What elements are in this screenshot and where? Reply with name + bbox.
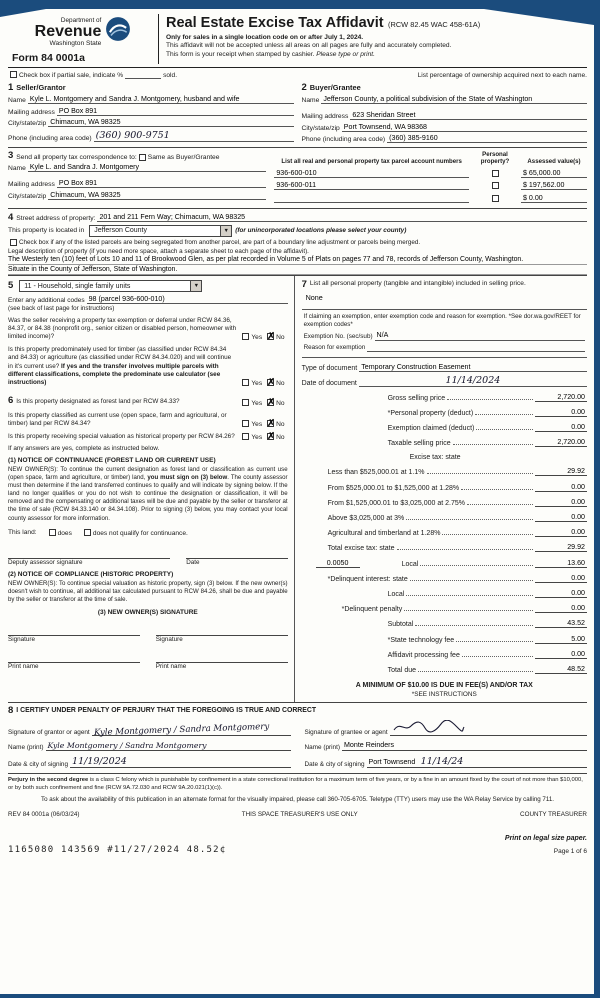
does-checkbox[interactable] bbox=[49, 529, 56, 536]
grantee-print-name-field[interactable]: Monte Reinders bbox=[342, 741, 587, 751]
notice-compliance-title: (2) NOTICE OF COMPLIANCE (HISTORIC PROPERTY) bbox=[8, 570, 174, 578]
continuance-part2: you must sign on (3) below bbox=[147, 474, 228, 482]
grantor-print-name-field[interactable]: Kyle Montgomery / Sandra Montgomery bbox=[46, 741, 291, 751]
mailing-address-label: Mailing address bbox=[8, 181, 55, 188]
historic-property-question bbox=[8, 433, 288, 441]
type-or-print-note: Please type or print. bbox=[316, 50, 375, 58]
yes-checkbox[interactable] bbox=[242, 433, 249, 440]
date-label: Date bbox=[186, 558, 200, 566]
use-code-value: 11 - Household, single family units bbox=[24, 282, 131, 290]
tax-label: Taxable selling price bbox=[387, 440, 451, 448]
dotted-leader bbox=[447, 399, 533, 400]
no-checkbox[interactable] bbox=[267, 418, 276, 430]
exemption-claimed-value[interactable]: 0.00 bbox=[535, 423, 587, 432]
date-city-label: Date & city of signing bbox=[8, 761, 69, 769]
total-excise-state-value[interactable]: 29.92 bbox=[535, 543, 587, 552]
section-2-number: 2 bbox=[301, 82, 307, 93]
county-dropdown-value: Jefferson County bbox=[94, 227, 147, 234]
grantor-date-field[interactable]: 11/19/2024 bbox=[70, 756, 290, 768]
type-of-document-label: Type of document bbox=[301, 365, 358, 373]
gross-selling-price-value[interactable]: 2,720.00 bbox=[535, 393, 587, 402]
perjury-notice bbox=[8, 777, 587, 792]
chevron-down-icon[interactable]: ▼ bbox=[220, 226, 231, 236]
personal-property-checkbox[interactable] bbox=[492, 170, 499, 177]
tier1-tax-value[interactable]: 29.92 bbox=[535, 467, 587, 476]
left-column bbox=[8, 276, 295, 702]
city-state-zip-label: City/state/zip bbox=[301, 124, 340, 132]
agricultural-timberland-value[interactable]: 0.00 bbox=[535, 528, 587, 537]
dotted-leader bbox=[406, 595, 533, 596]
historic-property-question-text: Is this property receiving special valuation as historical property per RCW 84.26? bbox=[8, 433, 235, 441]
name-print-label: Name (print) bbox=[8, 744, 44, 752]
forest-land-question bbox=[8, 396, 288, 406]
perjury-lead: Perjury in the second degree bbox=[8, 777, 89, 784]
correspondence-name-field[interactable]: Kyle L. and Sandra J. Montgomery bbox=[28, 163, 266, 172]
located-in-label: This property is located in bbox=[8, 227, 85, 234]
yes-label: Yes bbox=[251, 434, 263, 442]
section-6-number: 6 bbox=[8, 395, 14, 407]
exemption-number-field[interactable]: N/A bbox=[375, 331, 585, 341]
owner-print-name-field[interactable] bbox=[156, 653, 288, 663]
section-1-number: 1 bbox=[8, 82, 14, 93]
form-title: Real Estate Excise Tax Affidavit bbox=[166, 15, 384, 31]
section-3-number: 3 bbox=[8, 150, 14, 161]
subtotal-value[interactable]: 43.52 bbox=[535, 619, 587, 628]
city-state-zip-label: City/state/zip bbox=[8, 120, 47, 127]
dotted-leader bbox=[420, 565, 533, 566]
dotted-leader bbox=[397, 549, 533, 550]
parcel-numbers-header: List all real and personal property tax parcel account numbers bbox=[281, 158, 462, 165]
exemption-question bbox=[8, 317, 288, 342]
yes-label: Yes bbox=[251, 421, 263, 429]
header-note-3 bbox=[166, 51, 587, 58]
assessed-value-field[interactable]: $ 0.00 bbox=[521, 194, 587, 203]
tax-label: Above $3,025,000 at 3% bbox=[327, 515, 405, 523]
washington-state-label: Washington State bbox=[49, 39, 102, 47]
tax-label: Local bbox=[387, 590, 405, 598]
street-address-label: Street address of property: bbox=[16, 215, 96, 222]
owner-print-name-field[interactable] bbox=[8, 653, 140, 663]
grantee-date-value: 11/14/24 bbox=[420, 756, 464, 768]
tier2-tax-value[interactable]: 0.00 bbox=[535, 483, 587, 492]
segregated-checkbox[interactable] bbox=[10, 239, 17, 246]
no-checkbox[interactable] bbox=[267, 377, 276, 389]
excise-tax-state-header: Excise tax: state bbox=[409, 454, 461, 462]
parcel-number-field[interactable] bbox=[274, 195, 469, 203]
city-state-zip-label: City/state/zip bbox=[8, 192, 47, 200]
yes-label: Yes bbox=[251, 380, 263, 388]
correspondence-city-field[interactable]: Chimacum, WA 98325 bbox=[48, 191, 266, 200]
same-as-buyer-label: Same as Buyer/Grantee bbox=[147, 153, 220, 161]
tax-label: *Delinquent interest: state bbox=[327, 575, 408, 583]
additional-codes-field[interactable]: 98 (parcel 936-600-010) bbox=[87, 295, 288, 304]
grantee-signature-label: Signature of grantee or agent bbox=[304, 729, 388, 737]
no-label: No bbox=[276, 421, 285, 429]
affidavit-page bbox=[0, 9, 594, 994]
reason-for-exemption-field[interactable] bbox=[367, 344, 585, 352]
local-rate-field[interactable]: 0.0050 bbox=[316, 559, 360, 568]
grantee-signature-field[interactable] bbox=[390, 720, 587, 736]
exemption-number-label: Exemption No. (sec/sub) bbox=[303, 333, 373, 341]
personal-property-header: Personal property? bbox=[480, 151, 510, 165]
dotted-leader bbox=[410, 580, 533, 581]
tax-label: Subtotal bbox=[387, 621, 414, 629]
dotted-leader bbox=[462, 656, 533, 657]
no-checkbox[interactable] bbox=[267, 396, 276, 408]
name-label: Name bbox=[8, 165, 26, 172]
delinquent-penalty-value[interactable]: 0.00 bbox=[535, 604, 587, 613]
sold-label: sold. bbox=[163, 72, 178, 79]
yes-checkbox[interactable] bbox=[242, 333, 249, 340]
legal-paper-note: Print on legal size paper. bbox=[504, 834, 587, 842]
dotted-leader bbox=[415, 625, 533, 626]
yes-checkbox[interactable] bbox=[242, 399, 249, 406]
date-of-document-field[interactable]: 11/14/2024 bbox=[359, 375, 587, 387]
property-section bbox=[8, 209, 587, 277]
timber-question-text bbox=[8, 346, 240, 387]
dotted-leader bbox=[461, 489, 533, 490]
buyer-address-field[interactable]: 623 Sheridan Street bbox=[350, 111, 587, 120]
dor-logo-icon bbox=[105, 16, 131, 47]
segregated-label: Check box if any of the listed parcels are being segregated from another parcel, are part of a boundary line adjustment or parcels being merged. bbox=[19, 239, 421, 246]
seller-phone-field[interactable]: (360) 900-9751 bbox=[94, 130, 294, 142]
codes-instructions-note: (see back of last page for instructions) bbox=[8, 304, 115, 312]
personal-property-section bbox=[302, 280, 587, 290]
personal-property-intro: List all personal property (tangible and intangible) included in selling price. bbox=[309, 280, 526, 287]
tax-computation bbox=[302, 393, 587, 698]
tax-label: From $525,000.01 to $1,525,000 at 1.28% bbox=[327, 484, 460, 492]
parties-section bbox=[8, 81, 587, 148]
chevron-down-icon[interactable]: ▼ bbox=[190, 281, 201, 291]
revenue-wordmark: Revenue bbox=[34, 22, 102, 40]
buyer-city-field[interactable]: Port Townsend, WA 98368 bbox=[342, 123, 587, 132]
no-label: No bbox=[276, 380, 285, 388]
dotted-leader bbox=[442, 534, 533, 535]
deputy-assessor-signature-field[interactable] bbox=[8, 549, 170, 559]
tax-label: Gross selling price bbox=[387, 394, 446, 402]
timber-question bbox=[8, 346, 288, 387]
ownership-percentage-note: List percentage of ownership acquired next to each name. bbox=[417, 72, 587, 79]
header-note-1: Only for sales in a single location code on or after July 1, 2024. bbox=[166, 33, 364, 41]
certification-section bbox=[8, 703, 587, 775]
this-land-label: This land: bbox=[8, 528, 37, 536]
tax-label: Total due bbox=[387, 666, 417, 674]
continuance-part3: . The county assessor must then determine if the land transferred continues to qualify and will indicate by signing below. If the land no longer qualifies or you do not wish to continue the designation or classification, it will be removed and the compensating or additional taxes will be due and payable by the seller or transferor at the time of sale (RCW 84.33.140 or 84.34.108). Prior to signing (3) below, you may contact your local county assessor for more information. bbox=[8, 474, 288, 522]
cashier-stamp: 1165080 143569 #11/27/2024 48.52¢ bbox=[8, 844, 227, 855]
exemption-note: If claiming an exemption, enter exemption code and reason for exemption. *See dor.wa.gov/REET for exemption codes* bbox=[303, 312, 581, 328]
personal-property-checkbox[interactable] bbox=[492, 182, 499, 189]
buyer-phone-field[interactable]: (360) 385-9160 bbox=[387, 134, 587, 143]
section-5-number: 5 bbox=[8, 280, 14, 292]
check-mark-icon: ✗ bbox=[267, 331, 276, 343]
does-not-checkbox[interactable] bbox=[84, 529, 91, 536]
treasurer-space-label: THIS SPACE TREASURER'S USE ONLY bbox=[241, 810, 358, 818]
deputy-assessor-label: Deputy assessor signature bbox=[8, 558, 83, 566]
mailing-address-label: Mailing address bbox=[8, 108, 55, 116]
dotted-leader bbox=[418, 671, 533, 672]
additional-codes-label: Enter any additional codes bbox=[8, 296, 85, 304]
partial-percent-field[interactable] bbox=[125, 72, 161, 79]
exemption-question-text: Was the seller receiving a property tax exemption or deferral under RCW 84.36, 84.37, or 84.38 (nonprofit org., senior citizen or disabled person, homeowner with limited income)? bbox=[8, 316, 237, 340]
correspondence-intro: Send all property tax correspondence to: bbox=[16, 153, 137, 161]
section-4-number: 4 bbox=[8, 211, 14, 223]
print-name-label: Print name bbox=[155, 662, 187, 670]
continuance-part1: NEW OWNER(S): To continue the current designation as forest land or classification as current use (open space, farm and agriculture, or timber) land, bbox=[8, 466, 288, 482]
rcw-reference: (RCW 82.45 WAC 458-61A) bbox=[388, 20, 481, 29]
grantor-signature-label: Signature of grantor or agent bbox=[8, 729, 90, 737]
form-number: Form 84 0001a bbox=[12, 52, 85, 64]
tax-label: Exemption claimed (deduct) bbox=[387, 425, 475, 433]
partial-sale-label: Check box if partial sale, indicate % bbox=[19, 72, 124, 79]
parcel-row bbox=[274, 169, 587, 178]
notice-continuance-title: (1) NOTICE OF CONTINUANCE (FOREST LAND OR CURRENT USE) bbox=[8, 457, 216, 465]
buyer-grantee-title: Buyer/Grantee bbox=[309, 83, 361, 93]
affidavit-processing-fee-value[interactable]: 0.00 bbox=[535, 650, 587, 659]
local-tax-value[interactable]: 13.60 bbox=[535, 559, 587, 568]
dotted-leader bbox=[404, 610, 533, 611]
timber-question-part2: If yes and the transfer involves multiple parcels with different classifications, complete the predominate use calculator (see instructions) bbox=[8, 362, 221, 387]
grantor-signature-value: Kyle Montgomery / Sandra Montgomery bbox=[93, 722, 270, 739]
signature-label: Signature bbox=[155, 635, 183, 643]
seller-grantor-block bbox=[8, 81, 302, 143]
current-use-question-text: Is this property classified as current use (open space, farm and agricultural, or timber) land per RCW 84.34? bbox=[8, 411, 227, 427]
certification-text: I CERTIFY UNDER PENALTY OF PERJURY THAT THE FOREGOING IS TRUE AND CORRECT bbox=[16, 707, 317, 715]
form-header bbox=[8, 12, 587, 68]
name-label: Name bbox=[8, 97, 26, 104]
parcel-row bbox=[274, 194, 587, 203]
legal-description-label: Legal description of property (if you need more space, attach a separate sheet to each page of the affidavit). bbox=[8, 248, 309, 255]
right-column bbox=[295, 276, 587, 702]
tax-label: Affidavit processing fee bbox=[387, 651, 460, 659]
type-of-document-field[interactable]: Temporary Construction Easement bbox=[359, 363, 587, 372]
no-checkbox[interactable] bbox=[267, 431, 276, 443]
correspondence-address-field[interactable]: PO Box 891 bbox=[57, 179, 266, 188]
correspondence-section bbox=[8, 148, 587, 209]
land-qualify-row bbox=[8, 529, 288, 537]
owner-signature-row bbox=[8, 626, 288, 643]
yes-label: Yes bbox=[251, 399, 263, 407]
county-treasurer-label: COUNTY TREASURER bbox=[520, 810, 587, 818]
parcel-row bbox=[274, 181, 587, 190]
seller-address-field[interactable]: PO Box 891 bbox=[57, 107, 294, 116]
assessed-value-field[interactable]: $ 197,562.00 bbox=[521, 181, 587, 190]
yes-label: Yes bbox=[251, 334, 263, 342]
check-mark-icon: ✗ bbox=[267, 377, 276, 389]
reason-for-exemption-label: Reason for exemption bbox=[303, 343, 366, 351]
delinquent-interest-state-value[interactable]: 0.00 bbox=[535, 574, 587, 583]
personal-property-checkbox[interactable] bbox=[492, 195, 499, 202]
deputy-date-field[interactable] bbox=[186, 549, 287, 559]
tax-label: *State technology fee bbox=[387, 636, 455, 644]
legal-description-field[interactable]: The Westerly ten (10) feet of Lots 10 and 11 of Brookwood Glen, as per plat recorded in Volume 5 of Plats on pages 77 and 78, records of Jefferson County, Washington. bbox=[8, 255, 587, 265]
grantee-date-field[interactable] bbox=[367, 756, 587, 768]
section-7-number: 7 bbox=[301, 279, 307, 290]
date-of-document-label: Date of document bbox=[301, 379, 357, 387]
middle-section bbox=[8, 276, 587, 703]
dotted-leader bbox=[456, 641, 533, 642]
answers-yes-note: If any answers are yes, complete as instructed below. bbox=[8, 445, 160, 453]
deputy-assessor-row bbox=[8, 549, 288, 566]
check-mark-icon: ✗ bbox=[267, 396, 276, 408]
tax-label: From $1,525,000.01 to $3,025,000 at 2.75% bbox=[327, 499, 465, 507]
dotted-leader bbox=[406, 519, 533, 520]
timber-question-part1: Is this property predominately used for timber (as classified under RCW 84.34 and 84.33) or agriculture (as classified under RCW 84.34.020) and will continue in it's current use? bbox=[8, 346, 232, 370]
tax-label: *Delinquent penalty bbox=[341, 606, 403, 614]
new-owner-signature-title: (3) NEW OWNER(S) SIGNATURE bbox=[97, 608, 198, 616]
dotted-leader bbox=[453, 444, 533, 445]
legal-description-field-2[interactable]: Situate in the County of Jefferson, State of Washington. bbox=[8, 265, 587, 275]
seller-city-field[interactable]: Chimacum, WA 98325 bbox=[48, 118, 293, 127]
dotted-leader bbox=[427, 473, 533, 474]
no-label: No bbox=[276, 434, 285, 442]
check-mark-icon: ✗ bbox=[267, 418, 276, 430]
document-info bbox=[302, 363, 587, 387]
local-label: Local bbox=[401, 560, 419, 568]
signature-label: Signature bbox=[8, 635, 35, 643]
county-dropdown[interactable] bbox=[89, 225, 232, 237]
partial-sale-checkbox[interactable] bbox=[10, 71, 17, 78]
no-label: No bbox=[276, 334, 285, 342]
yes-checkbox[interactable] bbox=[242, 379, 249, 386]
partial-sale-bar bbox=[8, 68, 587, 81]
personal-property-field[interactable]: None bbox=[305, 292, 323, 302]
footer bbox=[8, 777, 587, 854]
tier4-tax-value[interactable]: 0.00 bbox=[535, 513, 587, 522]
street-address-field[interactable]: 201 and 211 Fern Way; Chimacum, WA 98325 bbox=[97, 213, 587, 222]
dotted-leader bbox=[467, 504, 533, 505]
owner-print-name-row bbox=[8, 653, 288, 670]
correspondence-block bbox=[8, 151, 274, 203]
dotted-leader bbox=[475, 414, 533, 415]
county-dropdown-note: (for unincorporated locations please select your county) bbox=[235, 227, 407, 234]
seller-name-field[interactable]: Kyle L. Montgomery and Sandra J. Montgomery, husband and wife bbox=[28, 95, 294, 104]
parcel-number-field[interactable]: 936-600-010 bbox=[274, 169, 469, 178]
rev-form-code: REV 84 0001a (06/03/24) bbox=[8, 810, 80, 818]
dotted-leader bbox=[476, 429, 533, 430]
assessed-value-header: Assessed value(s) bbox=[527, 158, 581, 165]
tax-label: *Personal property (deduct) bbox=[387, 409, 474, 417]
department-of-label: Department of bbox=[60, 16, 102, 24]
check-mark-icon: ✗ bbox=[267, 431, 276, 443]
notice-compliance-text: NEW OWNER(S): To continue special valuation as historic property, sign (3) below. If the new owner(s) doesn't wish to continue, all additional tax calculated pursuant to RCW 84.26, shall be due and payable by the seller or transferor at the time of sale. bbox=[8, 579, 288, 603]
same-as-buyer-checkbox[interactable] bbox=[139, 154, 146, 161]
parcel-number-field[interactable]: 936-600-011 bbox=[274, 181, 469, 190]
total-due-value[interactable]: 48.52 bbox=[535, 665, 587, 674]
name-print-label: Name (print) bbox=[304, 744, 341, 752]
tax-label: Agricultural and timberland at 1.28% bbox=[327, 530, 441, 538]
alternate-format-notice: To ask about the availability of this publication in an alternate format for the visually impaired, please call 360-705-6705. Teletype (TTY) users may use the WA Relay Service by calling 711. bbox=[40, 795, 555, 803]
grantee-city-value: Port Townsend bbox=[368, 758, 416, 767]
phone-label: Phone (including area code) bbox=[8, 134, 92, 142]
owner-signature-field[interactable] bbox=[156, 626, 288, 636]
does-not-label: does not qualify for continuance. bbox=[92, 529, 188, 537]
does-label: does bbox=[57, 529, 72, 537]
personal-property-deduct-value[interactable]: 0.00 bbox=[535, 408, 587, 417]
seller-grantor-title: Seller/Grantor bbox=[16, 83, 66, 93]
see-instructions-note: *SEE INSTRUCTIONS bbox=[411, 690, 477, 698]
tier3-tax-value[interactable]: 0.00 bbox=[535, 498, 587, 507]
phone-label: Phone (including area code) bbox=[301, 136, 386, 143]
delinquent-interest-local-value[interactable]: 0.00 bbox=[535, 589, 587, 598]
minimum-due-note: A MINIMUM OF $10.00 IS DUE IN FEE(S) AND/OR TAX bbox=[355, 681, 533, 689]
header-note-2: This affidavit will not be accepted unless all areas on all pages are fully and accurately completed. bbox=[166, 42, 452, 49]
tax-label: Total excise tax: state bbox=[327, 545, 395, 553]
perjury-rest: is a class C felony which is punishable by confinement in a state correctional institution for a maximum term of five years, or by a fine in an amount fixed by the court of not more than $10,000, or by both such confinement and fine (RCW 9A.72.030 and RCW 9A.20.021(1)(c)). bbox=[8, 777, 583, 791]
buyer-grantee-block bbox=[302, 81, 588, 143]
grantee-signature-scribble bbox=[392, 720, 466, 733]
section-8-number: 8 bbox=[8, 704, 14, 716]
receipt-note: This form is your receipt when stamped by cashier. bbox=[166, 50, 315, 58]
print-name-label: Print name bbox=[8, 662, 39, 670]
mailing-address-label: Mailing address bbox=[301, 113, 349, 120]
assessed-value-field[interactable]: $ 65,000.00 bbox=[521, 169, 587, 178]
name-label: Name bbox=[301, 97, 320, 104]
use-code-row bbox=[8, 280, 288, 292]
exemption-box bbox=[302, 309, 587, 359]
tax-label: Less than $525,000.01 at 1.1% bbox=[327, 469, 425, 477]
notice-continuance-text bbox=[8, 466, 288, 522]
page-number: Page 1 of 6 bbox=[553, 847, 587, 855]
grantor-signature-field[interactable] bbox=[92, 722, 291, 739]
no-checkbox[interactable] bbox=[267, 331, 276, 343]
parcel-table bbox=[274, 151, 587, 203]
yes-checkbox[interactable] bbox=[242, 420, 249, 427]
use-code-dropdown[interactable] bbox=[19, 280, 202, 292]
forest-land-text: Is this property designated as forest land per RCW 84.33? bbox=[16, 398, 180, 406]
date-city-label: Date & city of signing bbox=[304, 761, 365, 769]
owner-signature-field[interactable] bbox=[8, 626, 140, 636]
forest-land-question-text bbox=[8, 396, 240, 406]
no-label: No bbox=[276, 399, 285, 407]
current-use-question bbox=[8, 412, 288, 428]
buyer-name-field[interactable]: Jefferson County, a political subdivision of the State of Washington bbox=[321, 95, 587, 104]
taxable-selling-price-value[interactable]: 2,720.00 bbox=[535, 438, 587, 447]
state-technology-fee-value[interactable]: 5.00 bbox=[535, 635, 587, 644]
